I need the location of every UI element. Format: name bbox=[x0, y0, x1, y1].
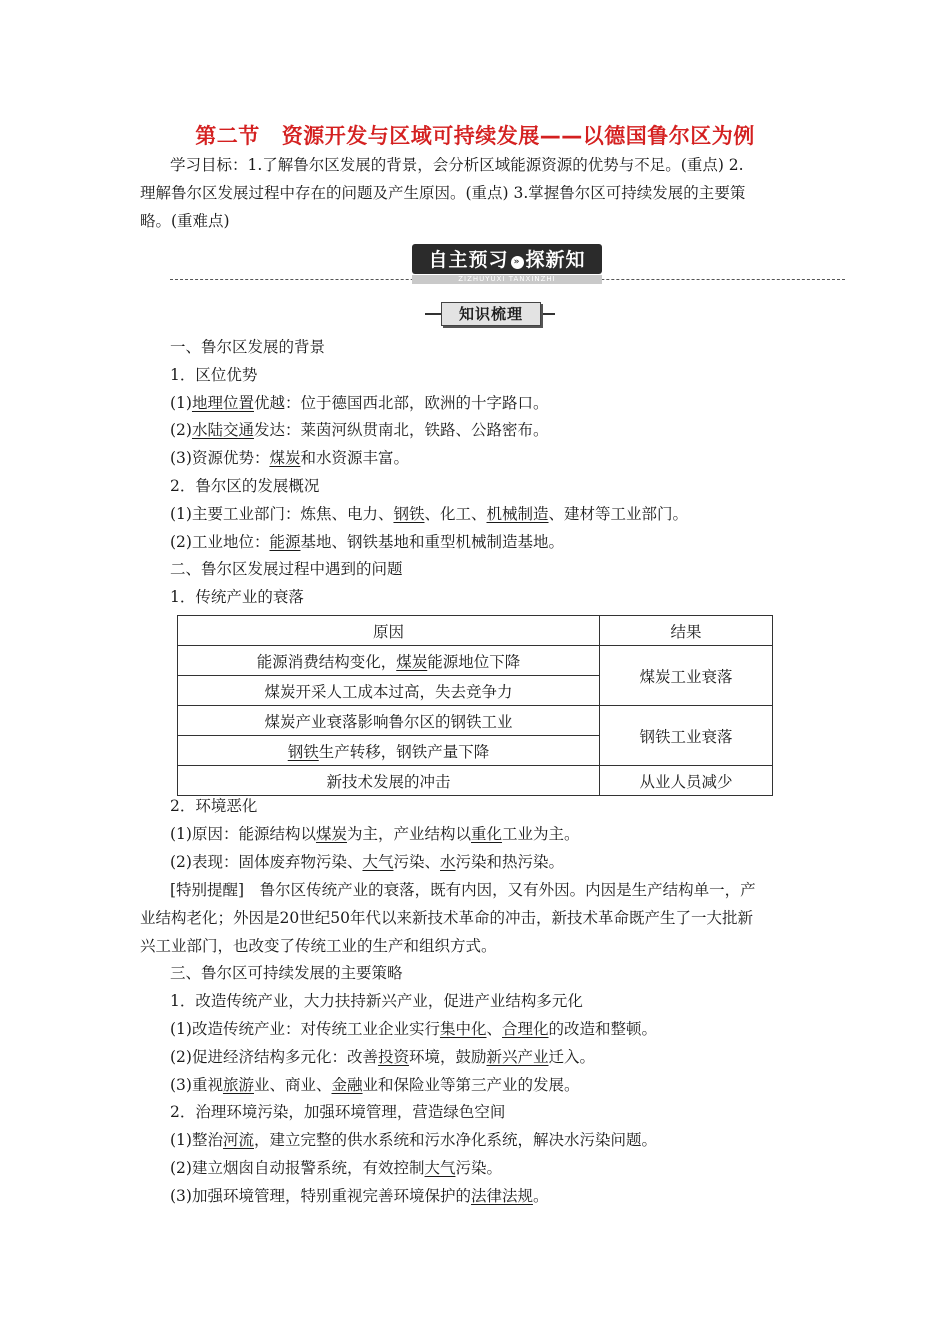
result-cell: 钢铁工业衰落 bbox=[600, 706, 773, 766]
answer-blank: 钢铁 bbox=[393, 505, 425, 523]
answer-blank: 水陆交通 bbox=[191, 421, 254, 439]
section-1-item-5 bbox=[170, 528, 564, 556]
section-3-sub-2: 2．治理环境污染，加强环境管理，营造绿色空间 bbox=[170, 1103, 506, 1121]
text-run: 业和保险业等第三产业的发展。 bbox=[362, 1076, 580, 1094]
section-banner bbox=[170, 242, 845, 282]
answer-blank: 金融 bbox=[331, 1076, 363, 1094]
answer-blank: 地理位置 bbox=[191, 394, 254, 412]
text-run: (1)整治 bbox=[170, 1131, 223, 1149]
text-run: 污染和热污染。 bbox=[455, 853, 565, 871]
result-cell: 从业人员减少 bbox=[600, 766, 773, 796]
section-3-item-5 bbox=[170, 1154, 502, 1182]
text-run: 基地、钢铁基地和重型机械制造基地。 bbox=[300, 533, 564, 551]
answer-blank: 投资 bbox=[377, 1048, 409, 1066]
banner-box bbox=[412, 244, 602, 274]
answer-blank: 法律法规 bbox=[470, 1187, 533, 1205]
text-run: 、建材等工业部门。 bbox=[548, 505, 689, 523]
answer-blank: 新兴产业 bbox=[486, 1048, 549, 1066]
text-run: (2) bbox=[170, 421, 192, 439]
text-run: 迁入。 bbox=[548, 1048, 596, 1066]
reason-cell: 煤炭开采人工成本过高，失去竞争力 bbox=[178, 676, 600, 706]
reason-cell: 新技术发展的冲击 bbox=[178, 766, 600, 796]
objectives-line-1: 学习目标：1.了解鲁尔区发展的背景，会分析区域能源资源的优势与不足。(重点) 2. bbox=[170, 156, 744, 174]
section-3-heading: 三、鲁尔区可持续发展的主要策略 bbox=[170, 964, 403, 982]
text-run: 能源消费结构变化， bbox=[256, 652, 397, 671]
objectives-line-2: 理解鲁尔区发展过程中存在的问题及产生原因。(重点) 3.掌握鲁尔区可持续发展的主要策 bbox=[140, 184, 746, 202]
section-1-sub-1: 1．区位优势 bbox=[170, 366, 258, 384]
arrow-icon: » bbox=[511, 256, 524, 269]
text-run: ，建立完整的供水系统和污水净化系统，解决水污染问题。 bbox=[253, 1131, 657, 1149]
section-2-heading: 二、鲁尔区发展过程中遇到的问题 bbox=[170, 560, 403, 578]
text-run: (1)原因：能源结构以 bbox=[170, 825, 316, 843]
banner-left-text: 自主预习 bbox=[428, 249, 509, 271]
answer-blank: 机械制造 bbox=[486, 505, 549, 523]
text-run: 优越：位于德国西北部，欧洲的十字路口。 bbox=[253, 394, 549, 412]
text-run: 发达：莱茵河纵贯南北，铁路、公路密布。 bbox=[253, 421, 549, 439]
section-2-item-2 bbox=[170, 848, 564, 876]
reason-cell bbox=[178, 646, 600, 676]
section-2-sub-2: 2．环境恶化 bbox=[170, 797, 258, 815]
answer-blank: 河流 bbox=[222, 1131, 254, 1149]
text-run: (1) bbox=[170, 394, 192, 412]
section-1-sub-2: 2．鲁尔区的发展概况 bbox=[170, 477, 320, 495]
table-header-row bbox=[178, 616, 773, 646]
section-3-item-2 bbox=[170, 1043, 595, 1071]
banner-right-text: 探新知 bbox=[525, 249, 586, 271]
answer-blank: 钢铁 bbox=[287, 742, 319, 761]
text-run: 环境，鼓励 bbox=[408, 1048, 487, 1066]
answer-blank: 大气 bbox=[424, 1159, 456, 1177]
text-run: (3)资源优势： bbox=[170, 449, 270, 467]
section-1-item-3 bbox=[170, 444, 409, 472]
text-run: 污染。 bbox=[455, 1159, 502, 1177]
banner-pinyin: ZIZHUYUXI TANXINZHI bbox=[412, 275, 602, 284]
text-run: 。 bbox=[532, 1187, 549, 1205]
text-run: 的改造和整顿。 bbox=[548, 1020, 658, 1038]
text-run: (2)建立烟囱自动报警系统，有效控制 bbox=[170, 1159, 425, 1177]
answer-blank: 重化 bbox=[471, 825, 503, 843]
answer-blank: 集中化 bbox=[439, 1020, 487, 1038]
reason-cell bbox=[178, 736, 600, 766]
table-row bbox=[178, 766, 773, 796]
decline-table bbox=[177, 615, 773, 796]
section-1-heading: 一、鲁尔区发展的背景 bbox=[170, 338, 326, 356]
title-section-number: 第二节 bbox=[195, 124, 260, 148]
section-3-item-6 bbox=[170, 1182, 549, 1210]
objectives-line-3: 略。(重难点) bbox=[140, 212, 230, 230]
text-run: (1)改造传统产业：对传统工业企业实行 bbox=[170, 1020, 440, 1038]
text-run: (3)加强环境管理，特别重视完善环境保护的 bbox=[170, 1187, 471, 1205]
section-3-item-3 bbox=[170, 1071, 580, 1099]
section-3-sub-1: 1．改造传统产业，大力扶持新兴产业，促进产业结构多元化 bbox=[170, 992, 583, 1010]
answer-blank: 旅游 bbox=[222, 1076, 254, 1094]
answer-blank: 煤炭 bbox=[269, 449, 301, 467]
text-run: 生产转移，钢铁产量下降 bbox=[318, 742, 490, 761]
text-run: (1)主要工业部门：炼焦、电力、 bbox=[170, 505, 394, 523]
answer-blank: 煤炭 bbox=[396, 652, 428, 671]
header-reason: 原因 bbox=[178, 616, 600, 646]
answer-blank: 煤炭 bbox=[315, 825, 347, 843]
answer-blank: 能源 bbox=[269, 533, 301, 551]
text-run: 、化工、 bbox=[424, 505, 487, 523]
special-tip-line-2: 业结构老化；外因是20世纪50年代以来新技术革命的冲击，新技术革命既产生了一大批新 bbox=[140, 909, 753, 927]
text-run: 工业为主。 bbox=[502, 825, 580, 843]
text-run: (2)促进经济结构多元化：改善 bbox=[170, 1048, 378, 1066]
text-run: 业、商业、 bbox=[253, 1076, 332, 1094]
title-text: 资源开发与区域可持续发展——以德国鲁尔区为例 bbox=[281, 124, 755, 148]
special-tip-line-1: [特别提醒] 鲁尔区传统产业的衰落，既有内因，又有外因。内因是生产结构单一，产 bbox=[170, 881, 756, 899]
knowledge-tag bbox=[425, 301, 555, 327]
text-run: 为主，产业结构以 bbox=[346, 825, 471, 843]
answer-blank: 合理化 bbox=[502, 1020, 549, 1038]
text-run: (3)重视 bbox=[170, 1076, 223, 1094]
text-run: (2)表现：固体废弃物污染、 bbox=[170, 853, 363, 871]
section-1-item-2 bbox=[170, 416, 549, 444]
section-2-item-1 bbox=[170, 820, 580, 848]
result-cell: 煤炭工业衰落 bbox=[600, 646, 773, 706]
header-result: 结果 bbox=[600, 616, 773, 646]
section-1-item-4 bbox=[170, 500, 688, 528]
table-row bbox=[178, 646, 773, 676]
answer-blank: 大气 bbox=[362, 853, 394, 871]
text-run: (2)工业地位： bbox=[170, 533, 270, 551]
tag-label: 知识梳理 bbox=[441, 302, 541, 326]
reason-cell: 煤炭产业衰落影响鲁尔区的钢铁工业 bbox=[178, 706, 600, 736]
special-tip-line-3: 兴工业部门，也改变了传统工业的生产和组织方式。 bbox=[140, 937, 497, 955]
text-run: 污染、 bbox=[393, 853, 440, 871]
section-2-sub-1: 1．传统产业的衰落 bbox=[170, 588, 304, 606]
text-run: 、 bbox=[486, 1020, 502, 1038]
answer-blank: 水 bbox=[440, 853, 456, 871]
text-run: 能源地位下降 bbox=[427, 652, 521, 671]
page-title bbox=[0, 120, 950, 150]
section-1-item-1 bbox=[170, 389, 549, 417]
section-3-item-4 bbox=[170, 1126, 657, 1154]
table-row bbox=[178, 706, 773, 736]
text-run: 和水资源丰富。 bbox=[300, 449, 409, 467]
section-3-item-1 bbox=[170, 1015, 657, 1043]
